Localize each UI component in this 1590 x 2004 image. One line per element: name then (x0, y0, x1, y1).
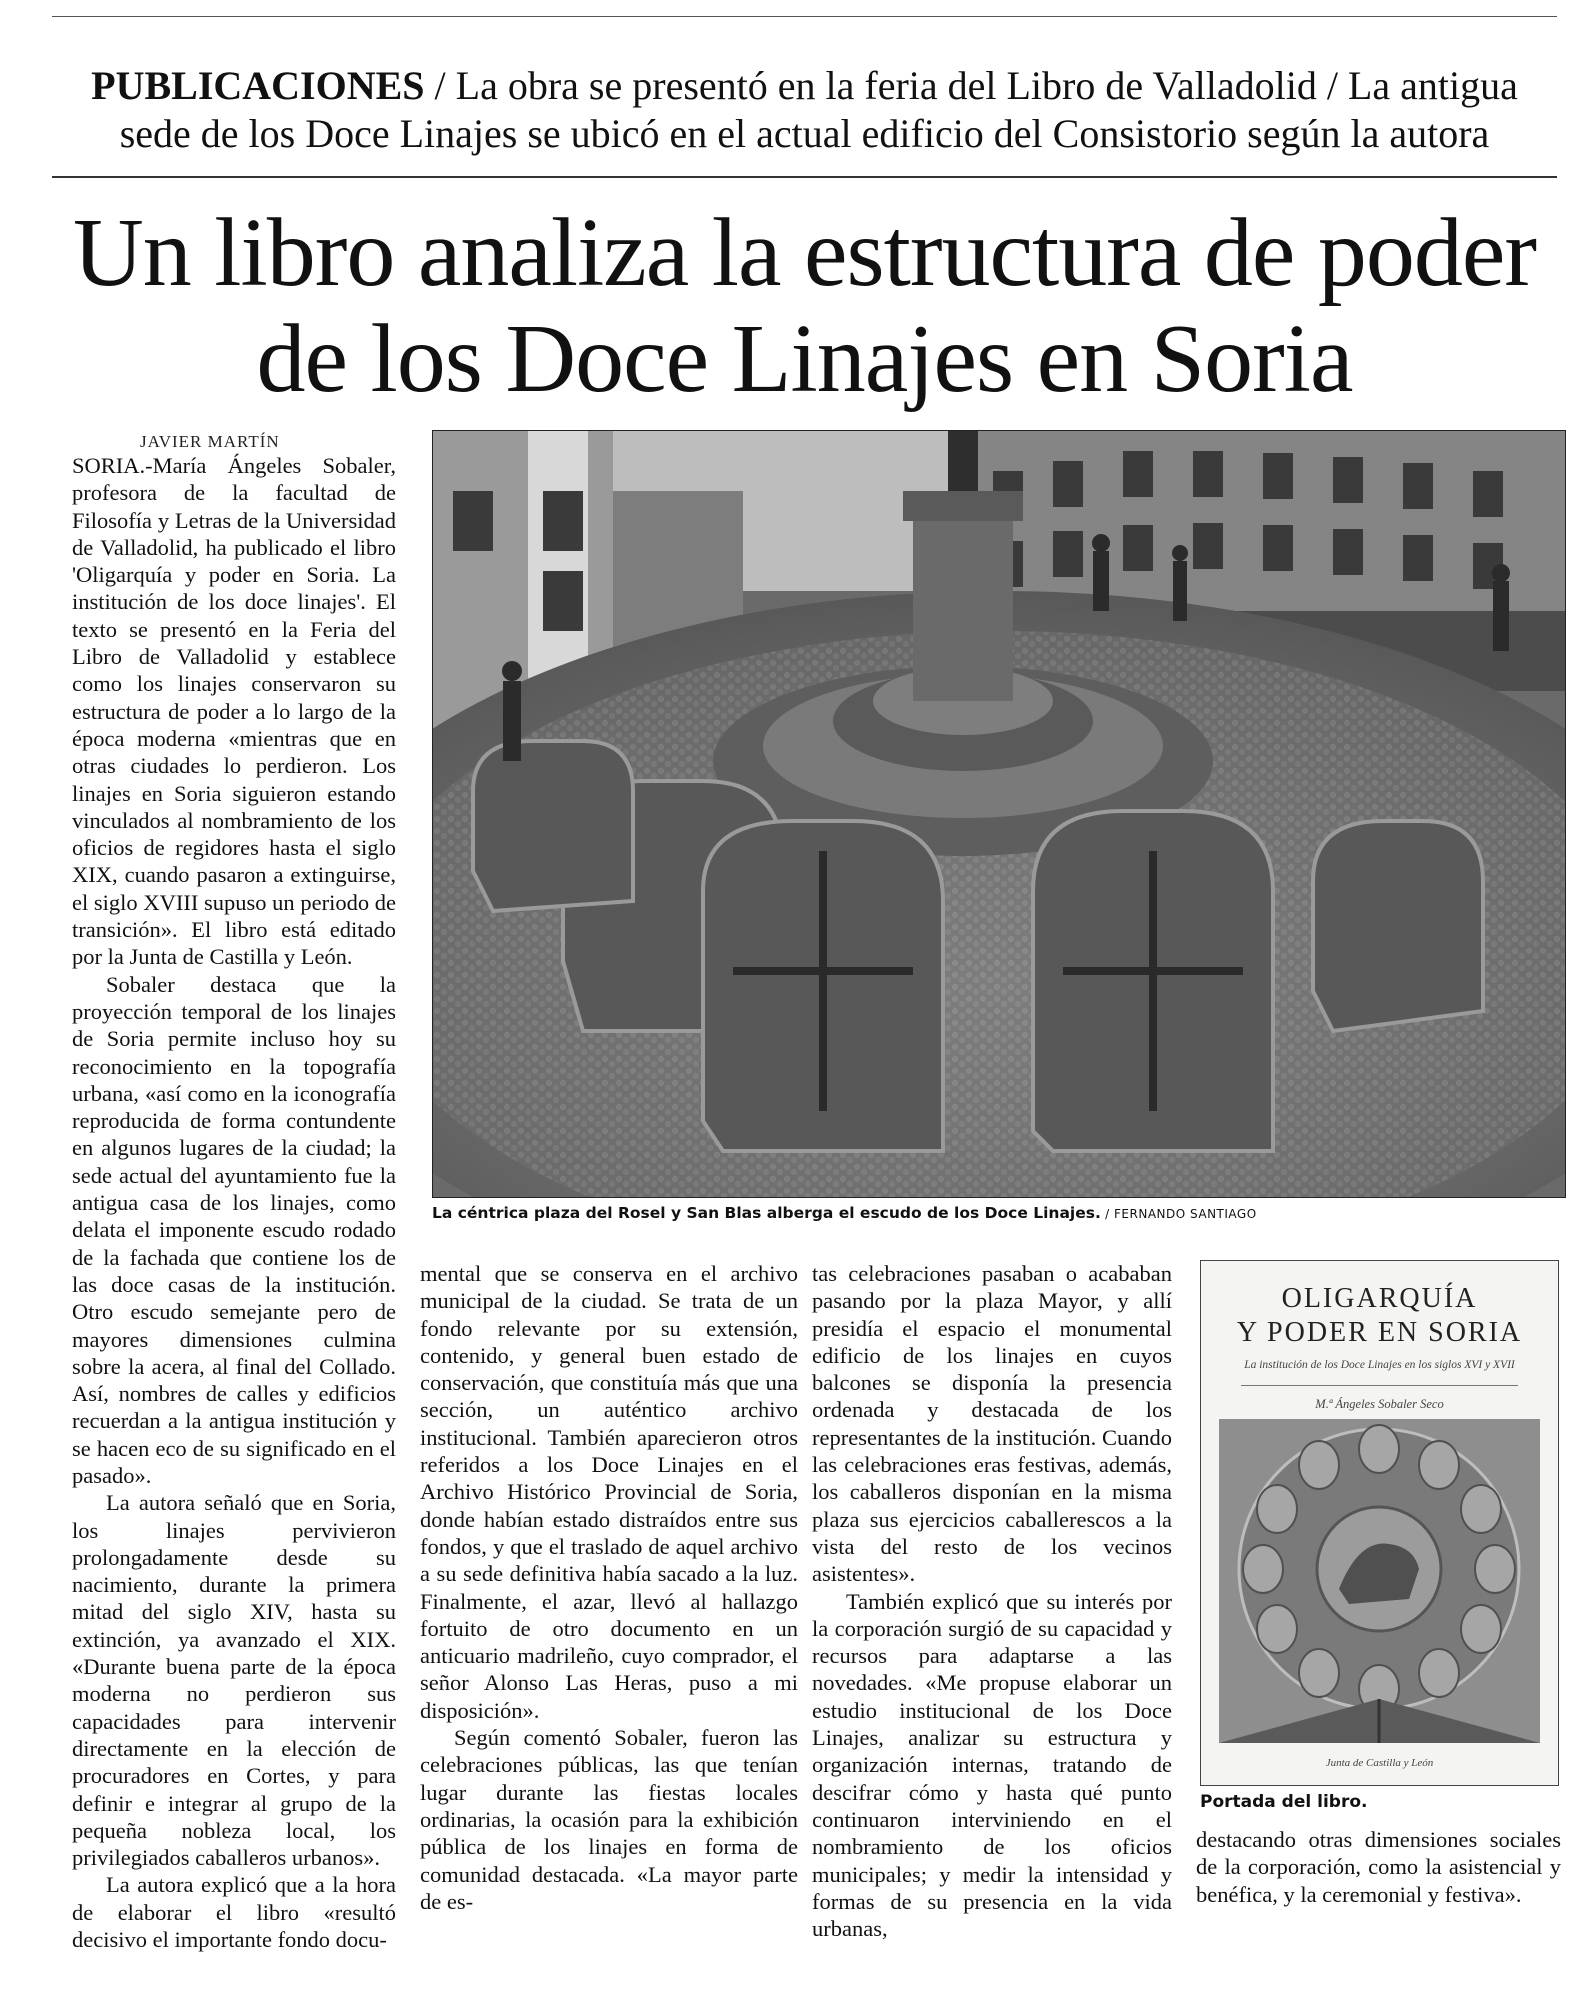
body-column-1 (72, 452, 396, 1953)
body-column-4 (1196, 1826, 1561, 1908)
plaza-photo (432, 430, 1566, 1198)
headline: Un libro analiza la estructura de poder de los Doce Linajes en Soria (72, 199, 1536, 413)
cover-title-line2: Y PODER EN SORIA (1236, 1317, 1523, 1348)
book-cover (1200, 1260, 1559, 1786)
cover-title-line1: OLIGARQUÍA (1281, 1283, 1478, 1314)
paragraph: Según comentó Sobaler, fueron las celebraciones públicas, las que tenían lugar durante las fiestas locales ordinarias, la ocasión para la exhibición pública de los linajes en forma de comunidad destacada. «La mayor parte de es- (420, 1725, 798, 1914)
photo-caption (432, 1204, 1564, 1222)
kicker (52, 62, 1557, 158)
plaza-photo-illustration (433, 431, 1565, 1197)
top-rule (52, 16, 1557, 17)
cover-subtitle: La institución de los Doce Linajes en los siglos XVI y XVII (1244, 1359, 1515, 1371)
photo-credit: / FERNANDO SANTIAGO (1100, 1207, 1257, 1221)
cover-author: M.ª Ángeles Sobaler Seco (1315, 1397, 1444, 1411)
paragraph: SORIA.-María Ángeles Sobaler, profesora de la facultad de Filosofía y Letras de la Universidad de Valladolid, ha publicado el libro 'Oligarquía y poder en Soria. La institución de los doce linajes'. El texto se presentó en la Feria del Libro de Valladolid y establece como los linajes conservaron su estructura de poder a lo largo de la época moderna «mientras que en otras ciudades lo perdieron. Los linajes en Soria siguieron estando vinculados al nombramiento de los oficios de regidores hasta el siglo XIX, cuando pasaron a extinguirse, el siglo XVIII supuso un periodo de transición». El libro está editado por la Junta de Castilla y León. (72, 453, 396, 970)
paragraph: mental que se conserva en el archivo municipal de la ciudad. Se trata de un fondo relevante por su extensión, contenido, y general buen estado de conservación, que constituía más que una sección, un auténtico archivo institucional. También aparecieron otros referidos a los Doce Linajes en el Archivo Histórico Provincial de Soria, donde habían estado distraídos entre sus fondos, y que el traslado de aquel archivo a su sede definitiva había sacado a la luz. Finalmente, el azar, llevó al hallazgo fortuito de otro documento en un anticuario madrileño, cuyo comprador, el señor Alonso Las Heras, puso a mi disposición». (420, 1261, 798, 1723)
escutcheon-illustration (1219, 1419, 1540, 1743)
paragraph: destacando otras dimensiones sociales de la corporación, como la asistencial y benéfica, y la ceremonial y festiva». (1196, 1827, 1561, 1907)
cover-caption: Portada del libro. (1200, 1792, 1368, 1812)
cover-escutcheon-image (1219, 1419, 1540, 1743)
paragraph: tas celebraciones pasaban o acababan pasando por la plaza Mayor, y allí presidía el espacio el monumental edificio de los linajes en cuyos balcones se disponía la presencia ordenada y destacada de los representantes de la institución. Cuando las celebraciones eras festivas, además, los caballeros disponían en la misma plaza sus ejercicios caballerescos a la vista del resto de los vecinos asistentes». (812, 1261, 1172, 1587)
paragraph: También explicó que su interés por la corporación surgió de su capacidad y recursos para adaptarse a las novedades. «Me propuse elaborar un estudio institucional de los Doce Linajes, analizar su estructura y organización internas, tratando de descifrar cómo y hasta qué punto continuaron interviniendo en el nombramiento de los oficios municipales; y medir la intensidad y formas de su presencia en la vida urbanas, (812, 1588, 1172, 1942)
kicker-text: / La obra se presentó en la feria del Libro de Valladolid / La antigua sede de los Doce Linajes se ubicó en el actual edificio del Consistorio según la autora (119, 63, 1518, 156)
body-column-3 (812, 1260, 1172, 1942)
paragraph: Sobaler destaca que la proyección temporal de los linajes de Soria permite incluso hoy su reconocimiento en la topografía urbana, «así como en la iconografía reproducida de forma contundente en algunos lugares de la ciudad; la sede actual del ayuntamiento fue la antigua casa de los linajes, como delata el imponente escudo rodado de la fachada que contiene los de las doce casas de la institución. Otro escudo semejante pero de mayores dimensiones culmina sobre la acera, al final del Collado. Así, nombres de calles y edificios recuerdan a la antigua institución y se hacen eco de su significado en el pasado». (72, 971, 396, 1488)
paragraph: La autora señaló que en Soria, los linajes pervivieron prolongadamente desde su nacimiento, durante la primera mitad del siglo XIV, hasta su extinción, ya avanzado el XIX. «Durante buena parte de la época moderna no perdieron sus capacidades para intervenir directamente en la elección de procuradores en Cortes, y para definir e integrar al grupo de la pequeña nobleza local, los privilegiados caballeros urbanos». (72, 1490, 396, 1871)
kicker-rule (52, 176, 1557, 178)
cover-publisher: Junta de Castilla y León (1325, 1757, 1434, 1769)
paragraph: La autora explicó que a la hora de elaborar el libro «resultó decisivo el importante fondo docu- (72, 1872, 396, 1953)
caption-text: La céntrica plaza del Rosel y San Blas alberga el escudo de los Doce Linajes. (432, 1204, 1101, 1222)
cover-rule (1241, 1385, 1518, 1386)
byline: JAVIER MARTÍN (140, 432, 280, 451)
body-column-2 (420, 1260, 798, 1915)
section-label: PUBLICACIONES (91, 63, 425, 108)
